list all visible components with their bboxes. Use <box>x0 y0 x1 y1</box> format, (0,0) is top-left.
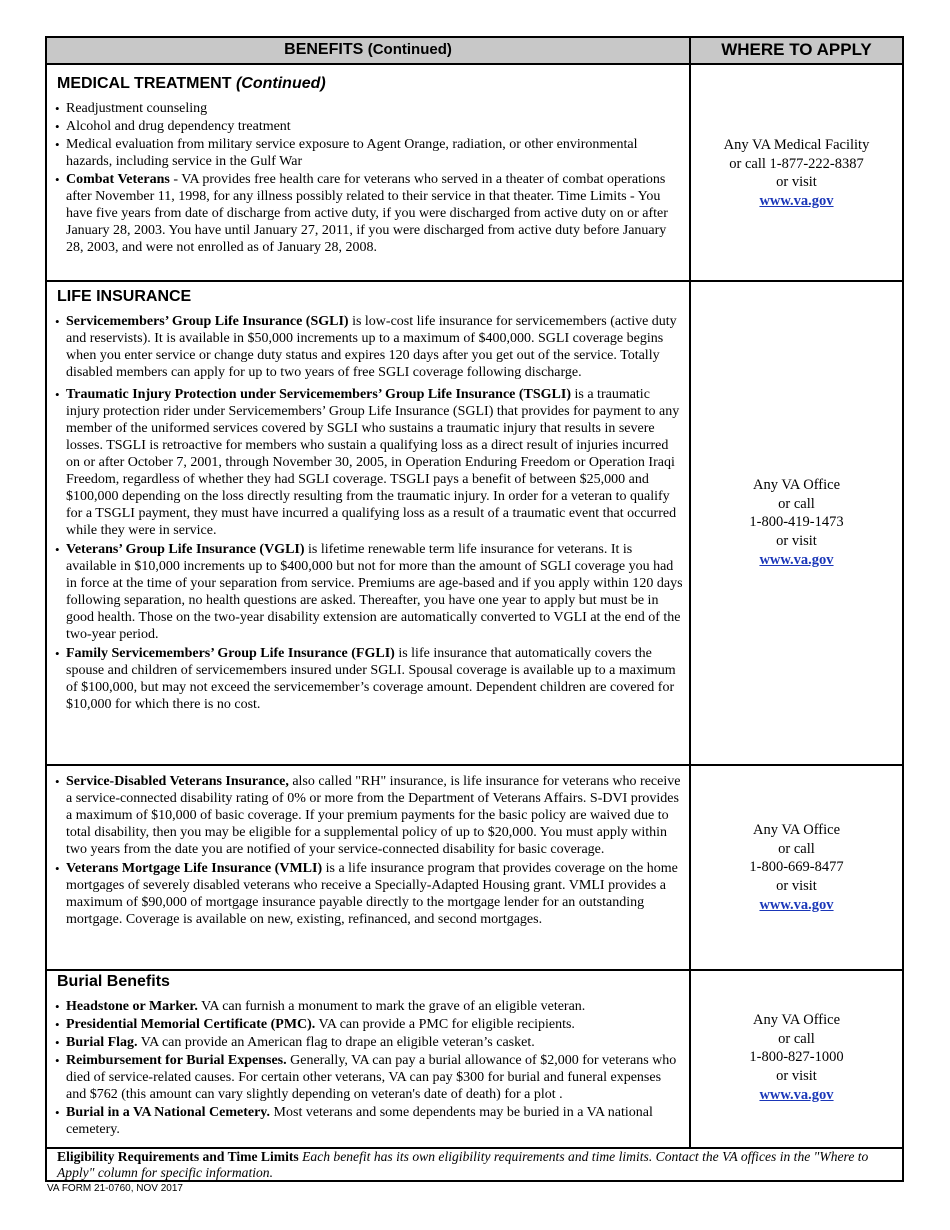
list-item: • Burial in a VA National Cemetery. Most veterans and some dependents may be buried in a VA national cemetery. <box>55 1105 653 1137</box>
va-gov-link[interactable]: www.va.gov <box>759 551 834 568</box>
list-item: • Burial Flag. VA can provide an American flag to drape an eligible veteran’s casket. <box>55 1035 535 1050</box>
list-item: • Servicemembers’ Group Life Insurance (SGLI) is low-cost life insurance for servicemembers (active duty and reservists). It is available in $50,000 increments up to a maximum of $400,000. SGLI coverage begins when you enter service or change duty status and expires 120 days after you get out of the service. Totally disabled members can apply for up to two years of free SGLI coverage following discharge. <box>55 314 677 380</box>
list-item: • Alcohol and drug dependency treatment <box>55 119 291 134</box>
form-number: VA FORM 21-0760, NOV 2017 <box>47 1183 183 1194</box>
sdvi-vmli-section <box>55 773 683 929</box>
row-divider <box>47 280 902 282</box>
list-item: • Family Servicemembers’ Group Life Insurance (FGLI) is life insurance that automatically covers the spouse and children of servicemembers insured under SGLI. Spousal coverage is available up to a maximum of $100,000, but may not exceed the servicemember’s coverage amount. Dependent children are covered for $10,000 for which there is no cost. <box>55 646 676 712</box>
burial-where-to-apply: Any VA Office or call 1-800-827-1000 or visit www.va.gov <box>691 1011 902 1105</box>
medical-where-to-apply: Any VA Medical Facility or call 1-877-222-8387 or visit www.va.gov <box>691 136 902 211</box>
where-to-apply-header: WHERE TO APPLY <box>721 40 872 59</box>
insurance-list <box>55 773 683 928</box>
burial-list <box>55 998 683 1138</box>
row-divider <box>47 764 902 766</box>
benefits-header-label: BENEFITS <box>284 41 364 58</box>
list-item: • Presidential Memorial Certificate (PMC). VA can provide a PMC for eligible recipients. <box>55 1017 575 1032</box>
sdvi-where-to-apply: Any VA Office or call 1-800-669-8477 or visit www.va.gov <box>691 821 902 915</box>
benefits-column-header <box>47 41 689 59</box>
list-item: • Reimbursement for Burial Expenses. Generally, VA can pay a burial allowance of $2,000 for veterans who died of service-related causes. For certain other veterans, VA can pay $300 for burial and funeral expenses and $762 (this amount can vary slightly depending on veteran's date of death) for a plot . <box>55 1053 677 1102</box>
va-gov-link[interactable]: www.va.gov <box>759 193 834 210</box>
va-gov-link[interactable]: www.va.gov <box>759 1086 834 1103</box>
list-item: • Medical evaluation from military service exposure to Agent Orange, radiation, or other environmental hazards, including service in the Gulf War <box>55 137 638 169</box>
life-where-to-apply: Any VA Office or call 1-800-419-1473 or visit www.va.gov <box>691 476 902 570</box>
list-item: • Readjustment counseling <box>55 101 208 116</box>
benefits-table <box>45 36 904 1182</box>
section-title: LIFE INSURANCE <box>57 288 192 305</box>
burial-benefits-section <box>55 972 683 1139</box>
life-insurance-section <box>55 287 683 714</box>
list-item: • Combat Veterans - VA provides free health care for veterans who served in a theater of combat operations after November 11, 1998, for any illness possibly related to their service in that theater. Time Limits - You have five years from date of discharge from active duty, if you were discharged from active duty on or after January 28, 2003. You have until January 27, 2011, if you were discharged from active duty before January 28, 2003, and were not enrolled as of January 28, 2008. <box>55 172 668 255</box>
table-header <box>47 38 902 65</box>
life-insurance-list <box>55 313 683 713</box>
list-item: • Service-Disabled Veterans Insurance, also called "RH" insurance, is life insurance for veterans who receive a service-connected disability rating of 0% or more from the Department of Veterans Affairs. S-DVI provides a maximum of $10,000 of basic coverage. If your premium payments for the basic policy are waived due to total disability, then you may be eligible for a supplemental policy of up to $20,000. You must apply within two years from the date you are notified of your service-connected disability for basic coverage. <box>55 774 681 857</box>
section-title: MEDICAL TREATMENT (Continued) <box>57 75 326 92</box>
va-gov-link[interactable]: www.va.gov <box>759 896 834 913</box>
section-title: Burial Benefits <box>57 973 170 990</box>
eligibility-note: Eligibility Requirements and Time Limits Each benefit has its own eligibility requirements and time limits. Contact the VA offices in the "Where to Apply" column for specific information. <box>57 1149 869 1180</box>
benefits-header-suffix: (Continued) <box>367 41 452 58</box>
list-item: • Traumatic Injury Protection under Servicemembers’ Group Life Insurance (TSGLI) is a traumatic injury protection rider under Servicemembers’ Group Life Insurance (SGLI) that provides for payment to any member of the uniformed services covered by SGLI who sustains a traumatic injury that results in severe losses. TSGLI is retroactive for members who sustain a qualifying loss as a direct result of injuries incurred on or after October 7, 2001, through November 30, 2005, in Operation Enduring Freedom or Operation Iraqi Freedom, regardless of whether they had SGLI coverage. TSGLI pays a benefit of between $25,000 and $100,000 depending on the loss directly resulting from the traumatic injury. In order for a veteran to qualify for a TSGLI payment, they must have incurred a qualifying loss as a result of a traumatic event that occurred while they were in service. <box>55 387 680 538</box>
list-item: • Headstone or Marker. VA can furnish a monument to mark the grave of an eligible veteran. <box>55 999 586 1014</box>
list-item: • Veterans Mortgage Life Insurance (VMLI) is a life insurance program that provides coverage on the home mortgages of severely disabled veterans who receive a Specially-Adapted Housing grant. VMLI provides a maximum of $90,000 of mortgage insurance payable directly to the mortgage lender for an outstanding mortgage. Coverage is available on new, existing, refinanced, and second mortgages. <box>55 861 678 927</box>
medical-list <box>55 100 683 256</box>
list-item: • Veterans’ Group Life Insurance (VGLI) is lifetime renewable term life insurance for veterans. It is available in $10,000 increments up to $400,000 but not for more than the amount of SGLI coverage you had in force at the time of your separation from service. Premiums are age-based and if you apply within 120 days following separation, no health questions are asked. Thereafter, you have one year to apply but must be in good health. Those on the two-year disability extension are automatically converted to VGLI at the end of the two-year period. <box>55 542 683 642</box>
medical-treatment-section <box>55 74 683 257</box>
row-divider <box>47 969 902 971</box>
